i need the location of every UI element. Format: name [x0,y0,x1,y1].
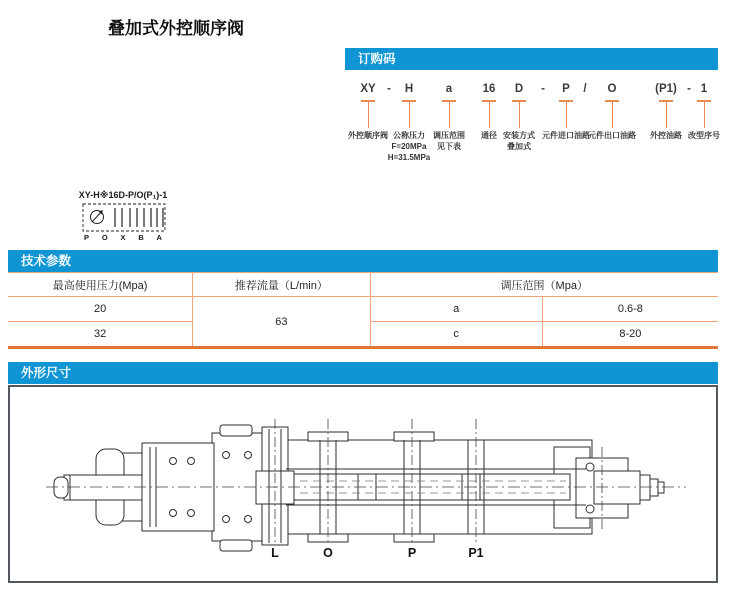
dimension-drawing-box [8,385,718,583]
code-part-label: 外控油路 [650,131,682,140]
code-part-label: 元件出口油路 [588,131,636,140]
code-part: 16 [482,83,496,95]
port-label-l: L [271,546,279,560]
table-header-row [8,273,718,297]
code-part: H [404,83,414,95]
dimensions-section-header: 外形尺寸 [8,362,718,384]
symbol-port-labels [84,233,162,242]
order-code-segment [659,82,736,141]
code-part-label: 外控顺序阀 [348,131,388,140]
pressure-value: 32 [8,322,193,348]
code-part-label: 通径 [481,131,497,140]
code-part: / [583,83,587,95]
tech-params-table [8,272,718,349]
symbol-port: P [84,233,90,242]
column-header: 最高使用压力(Mpa) [8,273,193,297]
order-code-section-header: 订购码 [345,48,718,70]
code-part-label: 改型序号 [688,131,720,140]
range-value: 0.6-8 [542,297,718,322]
column-header: 推荐流量（L/min） [193,273,370,297]
port-label-o: O [323,546,333,560]
range-value: 8-20 [542,322,718,348]
valve-dimension-drawing [10,387,715,579]
symbol-title: XY-H※16D-P/O(P₁)-1 [78,190,168,200]
code-part: a [445,83,453,95]
symbol-port: B [138,233,144,242]
table-row [8,297,718,322]
flow-value: 63 [193,297,370,348]
tech-params-section-header: 技术参数 [8,250,718,272]
column-header: 调压范围（Mpa） [370,273,718,297]
connector-tick [659,100,736,128]
symbol-port: A [156,233,162,242]
code-part: (P1) [655,83,677,95]
code-part-label: 公称压力 F=20MPa H=31.5MPa [387,131,431,162]
code-part: D [514,83,524,95]
code-part: O [607,83,617,95]
code-part: P [562,83,570,95]
code-part: 1 [700,83,708,95]
range-key: a [370,297,542,322]
page-title: 叠加式外控顺序阀 [108,19,244,38]
code-part: XY [360,83,376,95]
port-label-p1: P1 [468,546,484,560]
code-part-label: 元件进口油路 [542,131,590,140]
port-label-p: P [407,546,417,560]
pressure-value: 20 [8,297,193,322]
code-part: - [687,83,691,95]
code-part-label: 调压范围 见下表 [433,131,465,151]
code-part: - [387,83,391,95]
symbol-port: O [101,233,108,242]
symbol-port: X [120,233,126,242]
range-key: c [370,322,542,348]
code-part: - [541,83,545,95]
code-part-label: 安装方式 叠加式 [503,131,535,151]
